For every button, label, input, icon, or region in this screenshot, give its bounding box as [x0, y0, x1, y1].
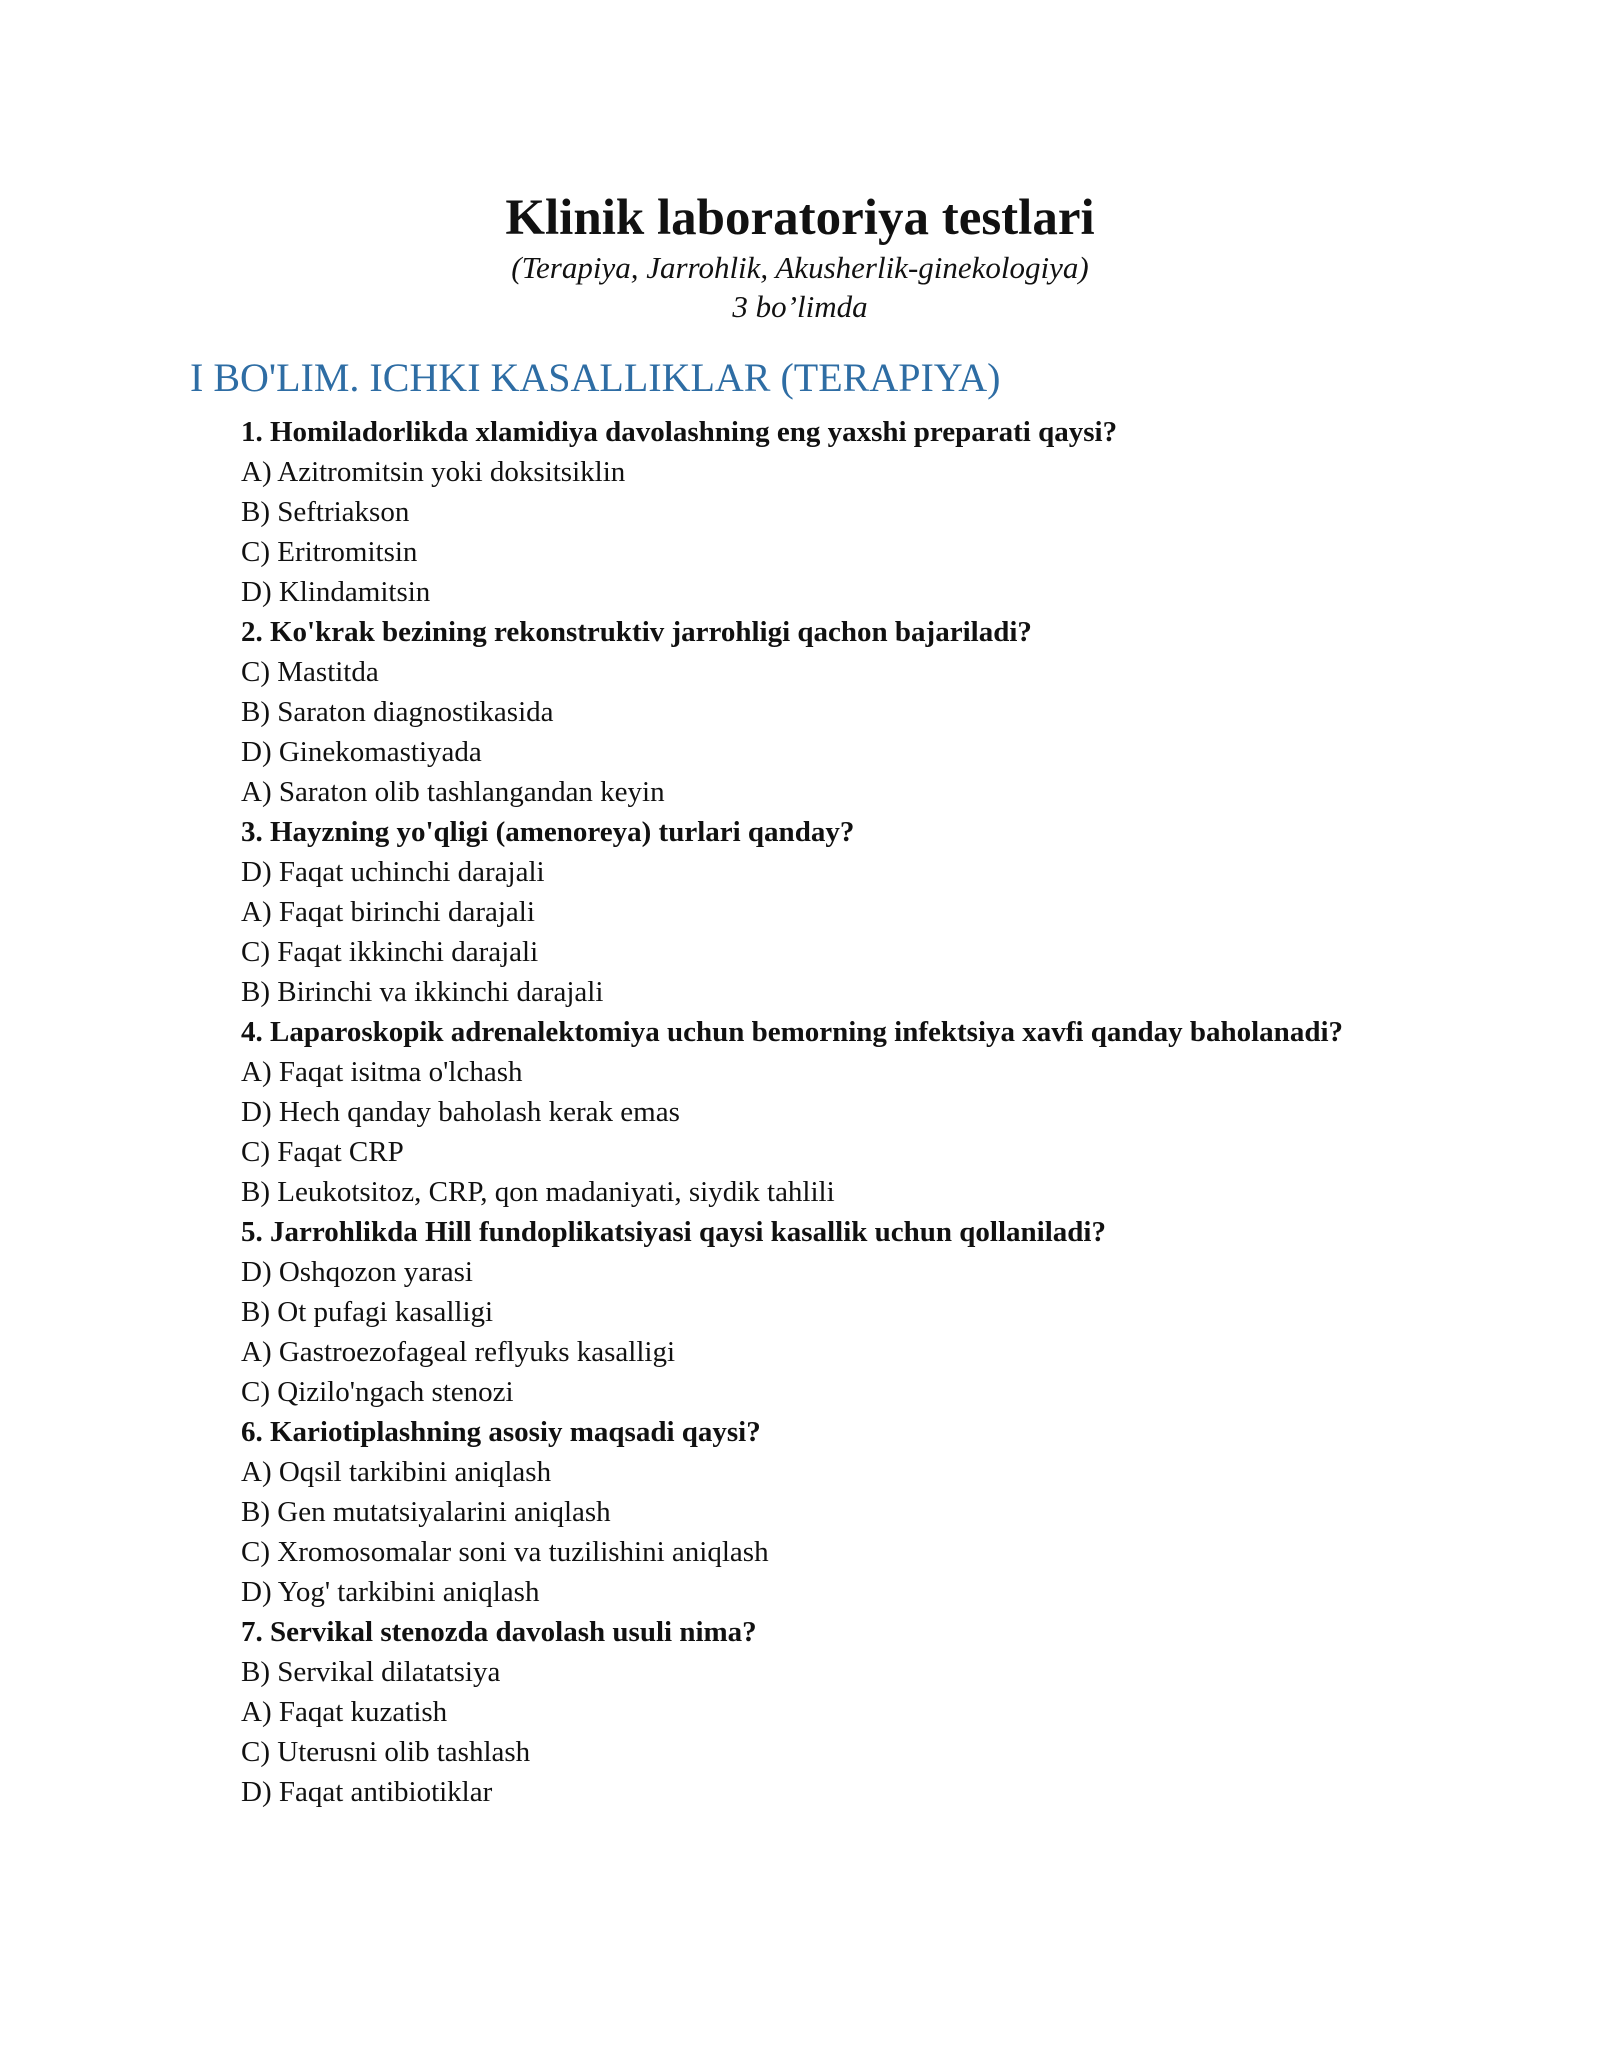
question-text: 5. Jarrohlikda Hill fundoplikatsiyasi qaysi kasallik uchun qollaniladi?: [241, 1216, 1106, 1248]
document-parts-note: 3 bo’limda: [732, 289, 868, 324]
question-text: 7. Servikal stenozda davolash usuli nima?: [241, 1616, 757, 1648]
answer-option: B) Gen mutatsiyalarini aniqlash: [241, 1496, 611, 1528]
answer-option: A) Faqat birinchi darajali: [241, 896, 535, 928]
title-block: [0, 188, 1600, 326]
question-block: [241, 1012, 1361, 1212]
answer-option: A) Faqat isitma o'lchash: [241, 1056, 523, 1088]
answer-option: D) Hech qanday baholash kerak emas: [241, 1096, 680, 1128]
answer-option: C) Faqat ikkinchi darajali: [241, 936, 539, 968]
answer-option: A) Azitromitsin yoki doksitsiklin: [241, 456, 626, 488]
question-text: 3. Hayzning yo'qligi (amenoreya) turlari qanday?: [241, 816, 855, 848]
answer-option: C) Qizilo'ngach stenozi: [241, 1376, 514, 1408]
answer-option: C) Xromosomalar soni va tuzilishini aniqlash: [241, 1536, 769, 1568]
document-subtitle: (Terapiya, Jarrohlik, Akusherlik-ginekologiya): [511, 250, 1089, 285]
answer-option: B) Saraton diagnostikasida: [241, 696, 554, 728]
question-block: [241, 1212, 1361, 1412]
answer-option: D) Klindamitsin: [241, 576, 431, 608]
answer-option: A) Faqat kuzatish: [241, 1696, 448, 1728]
answer-option: B) Leukotsitoz, CRP, qon madaniyati, siydik tahlili: [241, 1176, 835, 1208]
answer-option: D) Yog' tarkibini aniqlash: [241, 1576, 540, 1608]
question-block: [241, 1612, 1361, 1812]
answer-option: B) Seftriakson: [241, 496, 410, 528]
answer-option: A) Oqsil tarkibini aniqlash: [241, 1456, 552, 1488]
question-text: 2. Ko'krak bezining rekonstruktiv jarrohligi qachon bajariladi?: [241, 616, 1032, 648]
question-text: 6. Kariotiplashning asosiy maqsadi qaysi?: [241, 1416, 761, 1448]
answer-option: B) Servikal dilatatsiya: [241, 1656, 501, 1688]
question-block: [241, 1412, 1361, 1612]
question-text: 1. Homiladorlikda xlamidiya davolashning eng yaxshi preparati qaysi?: [241, 416, 1118, 448]
answer-option: A) Gastroezofageal reflyuks kasalligi: [241, 1336, 676, 1368]
document-title: Klinik laboratoriya testlari: [505, 190, 1095, 246]
answer-option: D) Oshqozon yarasi: [241, 1256, 473, 1288]
answer-option: D) Faqat antibiotiklar: [241, 1776, 493, 1808]
answer-option: D) Ginekomastiyada: [241, 736, 482, 768]
answer-option: C) Mastitda: [241, 656, 379, 688]
question-block: [241, 412, 1361, 612]
answer-option: D) Faqat uchinchi darajali: [241, 856, 545, 888]
question-block: [241, 612, 1361, 812]
answer-option: B) Birinchi va ikkinchi darajali: [241, 976, 604, 1008]
answer-option: A) Saraton olib tashlangandan keyin: [241, 776, 665, 808]
section-heading: I BO'LIM. ICHKI KASALLIKLAR (TERAPIYA): [190, 355, 1001, 400]
answer-option: C) Uterusni olib tashlash: [241, 1736, 531, 1768]
answer-option: C) Faqat CRP: [241, 1136, 404, 1168]
answer-option: C) Eritromitsin: [241, 536, 418, 568]
question-text: 4. Laparoskopik adrenalektomiya uchun bemorning infektsiya xavfi qanday baholanadi?: [241, 1016, 1343, 1048]
question-list: [241, 412, 1361, 1812]
answer-option: B) Ot pufagi kasalligi: [241, 1296, 494, 1328]
question-block: [241, 812, 1361, 1012]
